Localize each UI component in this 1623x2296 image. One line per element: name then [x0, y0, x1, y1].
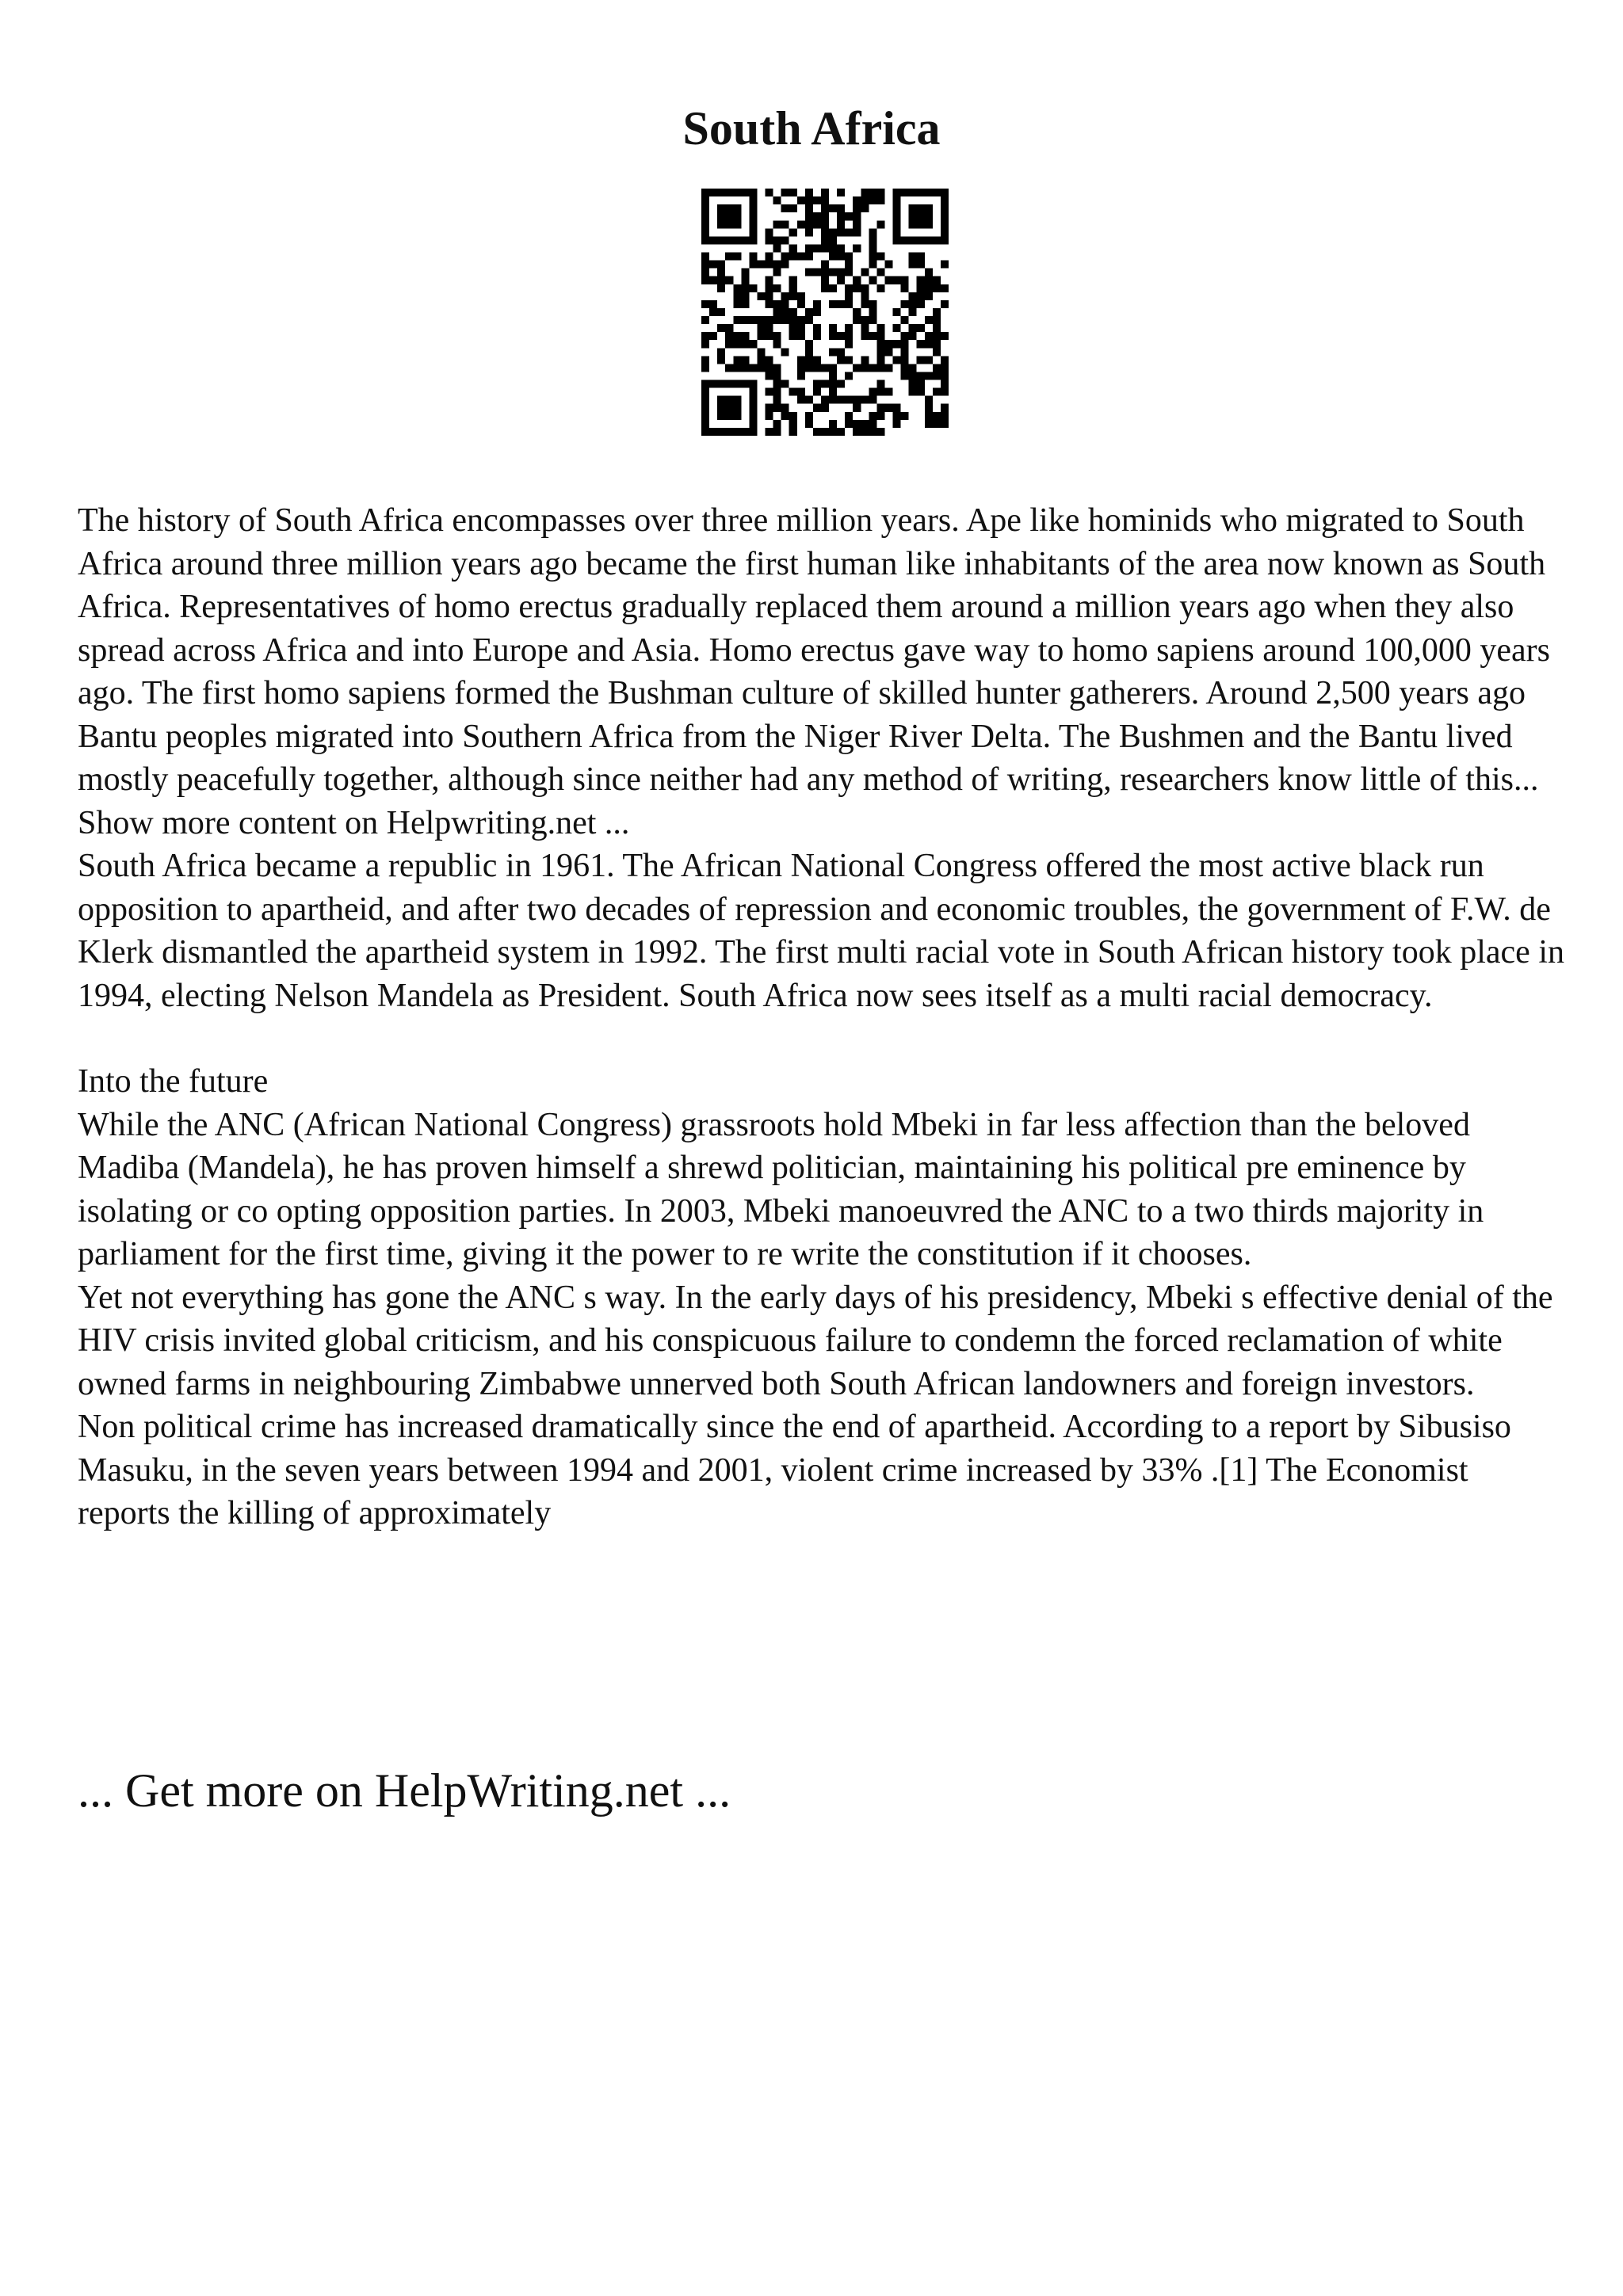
- page-title: South Africa: [682, 102, 941, 154]
- paragraph-history: The history of South Africa encompasses over three million years. Ape like hominids who migrated to South Africa around three million years ago became the first human like inhabitants of the area now known as South Africa. Representatives of homo erectus gradually replaced them around a million years ago when they also spread across Africa and into Europe and Asia. Homo erectus gave way to homo sapiens around 100,000 years ago. The first homo sapiens formed the Bushman culture of skilled hunter gatherers. Around 2,500 years ago Bantu peoples migrated into Southern Africa from the Niger River Delta. The Bushmen and the Bantu lived mostly peacefully together, although since neither had any method of writing, researchers know little of this... Show more content on Helpwriting.net ...: [78, 502, 1550, 841]
- paragraph-republic: South Africa became a republic in 1961. The African National Congress offered the most active black run opposition to apartheid, and after two decades of repression and economic troubles, the government of F.W. de Klerk dismantled the apartheid system in 1992. The first multi racial vote in South African history took place in 1994, electing Nelson Mandela as President. South Africa now sees itself as a multi racial democracy.: [78, 848, 1564, 1014]
- qr-code-icon: [701, 189, 949, 436]
- section-heading-into-the-future: Into the future: [78, 1063, 269, 1100]
- paragraph-hiv: Yet not everything has gone the ANC s way. In the early days of his presidency, Mbeki s effective denial of the HIV crisis invited global criticism, and his conspicuous failure to condemn the forced reclamation of white owned farms in neighbouring Zimbabwe unnerved both South African landowners and foreign investors.: [78, 1279, 1553, 1402]
- paragraph-crime: Non political crime has increased dramatically since the end of apartheid. According to a report by Sibusiso Masuku, in the seven years between 1994 and 2001, violent crime increased by 33% .[1] The Economist reports the killing of approximately: [78, 1409, 1511, 1531]
- paragraph-gap: [78, 1017, 1568, 1060]
- article-body: [78, 499, 1568, 1535]
- get-more-link[interactable]: ... Get more on HelpWriting.net ...: [78, 1764, 731, 1817]
- paragraph-anc: While the ANC (African National Congress) grassroots hold Mbeki in far less affection than the beloved Madiba (Mandela), he has proven himself a shrewd politician, maintaining his political pre eminence by isolating or co opting opposition parties. In 2003, Mbeki manoeuvred the ANC to a two thirds majority in parliament for the first time, giving it the power to re write the constitution if it chooses.: [78, 1106, 1484, 1272]
